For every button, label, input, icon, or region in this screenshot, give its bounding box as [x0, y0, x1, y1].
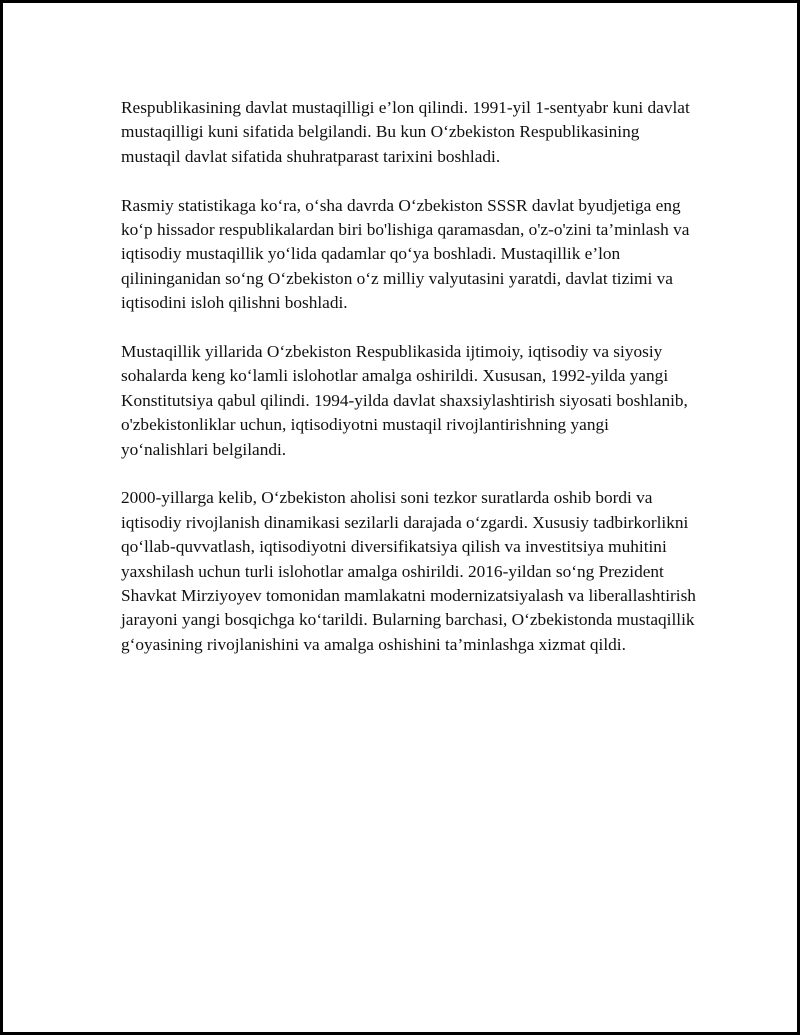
paragraph-1: Respublikasining davlat mustaqilligi e’lon qilindi. 1991-yil 1-sentyabr kuni davlat mustaqilligi kuni sifatida belgilandi. Bu kun O‘zbekiston Respublikasining mustaqil davlat sifatida shuhratparast tarixini boshladi.: [121, 98, 690, 166]
document-body: [121, 96, 696, 657]
paragraph-3: Mustaqillik yillarida O‘zbekiston Respublikasida ijtimoiy, iqtisodiy va siyosiy sohalarda keng ko‘lamli islohotlar amalga oshirildi. Xususan, 1992-yilda yangi Konstitutsiya qabul qilindi. 1994-yilda davlat shaxsiylashtirish siyosati boshlanib, o'zbekistonliklar uchun, iqtisodiyotni mustaqil rivojlantirishning yangi yo‘nalishlari belgilandi.: [121, 342, 688, 459]
paragraph-4: 2000-yillarga kelib, O‘zbekiston aholisi soni tezkor suratlarda oshib bordi va iqtisodiy rivojlanish dinamikasi sezilarli darajada o‘zgardi. Xususiy tadbirkorlikni qo‘llab-quvvatlash, iqtisodiyotni diversifikatsiya qilish va investitsiya muhitini yaxshilash uchun turli islohotlar amalga oshirildi. 2016-yildan so‘ng Prezident Shavkat Mirziyoyev tomonidan mamlakatni modernizatsiyalash va liberallashtirish jarayoni yangi bosqichga ko‘tarildi. Bularning barchasi, O‘zbekistonda mustaqillik g‘oyasining rivojlanishini va amalga oshishini ta’minlashga xizmat qildi.: [121, 488, 696, 654]
paragraph-2: Rasmiy statistikaga ko‘ra, o‘sha davrda O‘zbekiston SSSR davlat byudjetiga eng ko‘p hissador respublikalardan biri bo'lishiga qaramasdan, o'z-o'zini ta’minlash va iqtisodiy mustaqillik yo‘lida qadamlar qo‘ya boshladi. Mustaqillik e’lon qilininganidan so‘ng O‘zbekiston o‘z milliy valyutasini yaratdi, davlat tizimi va iqtisodini isloh qilishni boshladi.: [121, 195, 690, 313]
